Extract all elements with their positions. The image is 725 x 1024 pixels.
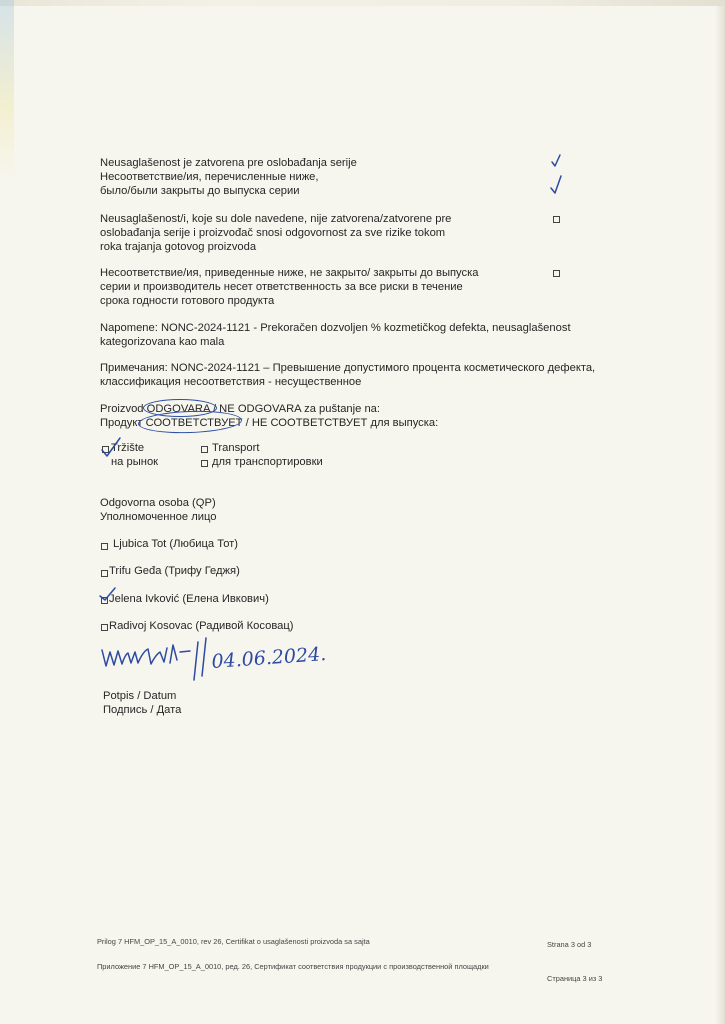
sec1-line1: Neusaglašenost je zatvorena pre oslobađanja serije [100,157,357,169]
sign-label-ru: Подпись / Дата [103,704,182,716]
note-sr-line1: Napomene: NONC-2024-1121 - Prekoračen dozvoljen % kozmetičkog defekta, neusaglašenost [100,322,571,334]
qp-person-2: Trifu Geđa (Трифу Геджя) [109,565,240,577]
sign-label-sr: Potpis / Datum [103,690,177,702]
release-ru-yes: СООТВЕТСТВУЕТ [145,417,243,429]
sec2-line3: roka trajanja gotovog proizvoda [100,241,257,253]
qp-person-4: Radivoj Kosovac (Радивой Косовац) [109,620,294,632]
footer-ru-page: Страница 3 из 3 [547,974,603,983]
sec3-line3: срока годности готового продукта [100,295,275,307]
footer-ru-ref: Приложение 7 HFM_OP_15_A_0010, ред. 26, Сертификат соответствия продукции с производственной площадки [97,962,489,971]
sec3-line2: серии и производитель несет ответственность за все риски в течение [100,281,463,293]
market-check-icon [98,434,126,464]
note-ru-line2: классификация несоответствия - несущественное [100,376,362,388]
market-label-ru: на рынок [111,456,159,468]
sec2-checkbox[interactable] [553,216,560,223]
scan-edge-top [0,0,725,6]
release-ru-rest: / НЕ СООТВЕТСТВУЕТ для выпуска: [245,417,439,429]
qp-check-icon [97,586,119,606]
sec2-line1: Neusaglašenost/i, koje su dole navedene, nije zatvorena/zatvorene pre [100,213,452,225]
handwritten-signature [98,636,327,684]
market-label-sr: Tržište [111,442,145,454]
release-sr-line [100,402,380,416]
sec1-line2: Несоответствие/ия, перечисленные ниже, [100,171,319,183]
scan-edge-right [715,0,725,1024]
qp-checkbox-2[interactable] [101,570,108,577]
handwritten-check-icons [548,150,572,198]
qp-person-1: Ljubica Tot (Любица Тот) [113,538,239,550]
sec1-line3: было/были закрыты до выпуска серии [100,185,300,197]
transport-ru-checkbox[interactable] [201,460,208,467]
sec2-line2: oslobađanja serije i proizvođač snosi odgovornost za sve rizike tokom [100,227,446,239]
sec3-line1: Несоответствие/ия, приведенные ниже, не закрыто/ закрыты до выпуска [100,267,479,279]
scan-edge-left [0,0,14,180]
sec3-checkbox[interactable] [553,270,560,277]
release-sr-yes: ODGOVARA [146,403,210,415]
transport-checkbox[interactable] [201,446,208,453]
qp-title-sr: Odgovorna osoba (QP) [100,497,216,509]
signature-date: 04.06.2024. [210,643,327,673]
note-sr-line2: kategorizovana kao mala [100,336,225,348]
qp-title-ru: Уполномоченное лицо [100,511,217,523]
footer-sr-page: Strana 3 od 3 [547,940,592,949]
note-ru-line1: Примечания: NONC-2024-1121 – Превышение допустимого процента косметического дефекта, [100,362,596,374]
release-sr-prefix: Proizvod [100,403,144,415]
footer-sr-ref: Prilog 7 HFM_OP_15_A_0010, rev 26, Certifikat o usaglašenosti proizvoda sa sajta [97,937,370,946]
release-sr-rest: / NE ODGOVARA za puštanje na: [212,403,381,415]
qp-checkbox-4[interactable] [101,624,108,631]
transport-label-sr: Transport [212,442,260,454]
qp-checkbox-1[interactable] [101,543,108,550]
transport-label-ru: для транспортировки [212,456,323,468]
qp-person-3: Jelena Ivković (Елена Ивкович) [109,593,269,605]
release-ru-prefix: Продукт [100,417,143,429]
